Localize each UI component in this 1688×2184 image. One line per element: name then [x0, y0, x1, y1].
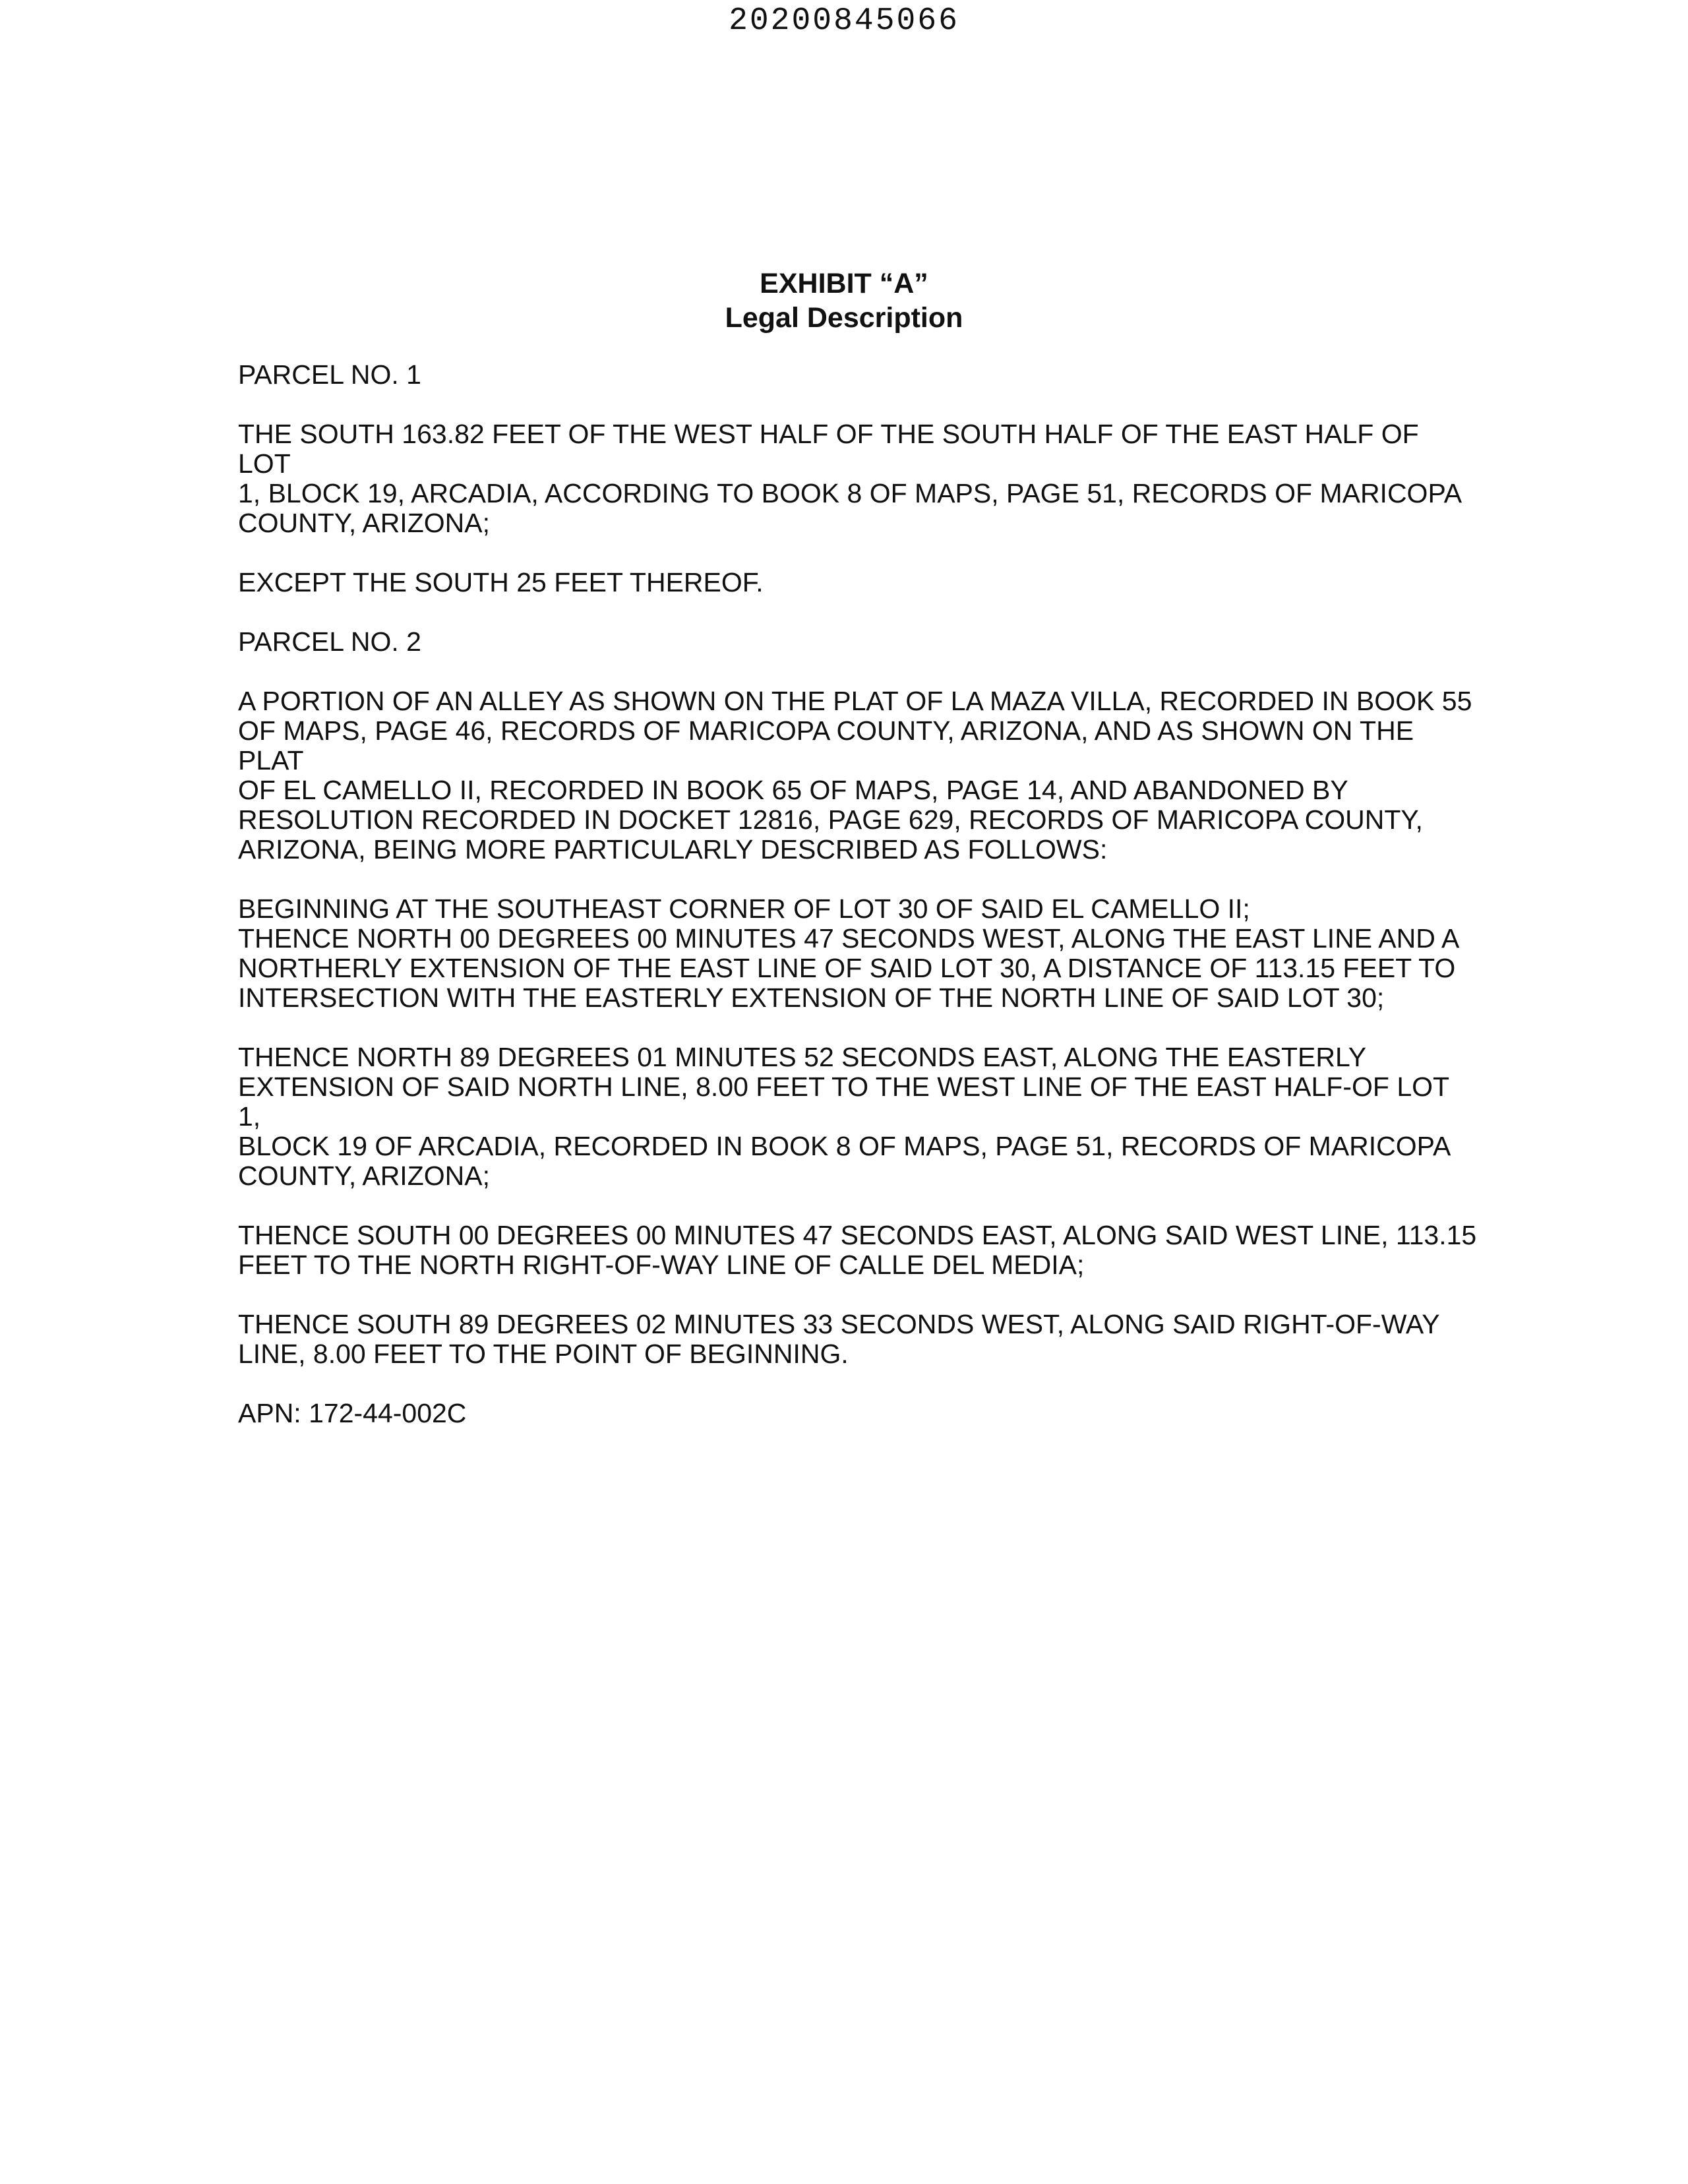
parcel-2-course-3: THENCE SOUTH 00 DEGREES 00 MINUTES 47 SECONDS EAST, ALONG SAID WEST LINE, 113.15 FEET TO THE NORTH RIGHT-OF-WAY LINE OF CALLE DEL MEDIA; [238, 1220, 1477, 1280]
parcel-2-course-4: THENCE SOUTH 89 DEGREES 02 MINUTES 33 SECONDS WEST, ALONG SAID RIGHT-OF-WAY LINE, 8.00 FEET TO THE POINT OF BEGINNING. [238, 1309, 1440, 1369]
parcel-2-heading: PARCEL NO. 2 [238, 626, 421, 657]
exhibit-title: EXHIBIT “A” [760, 268, 928, 299]
parcel-1-description: THE SOUTH 163.82 FEET OF THE WEST HALF OF THE SOUTH HALF OF THE EAST HALF OF LOT 1, BLOCK 19, ARCADIA, ACCORDING TO BOOK 8 OF MAPS, PAGE 51, RECORDS OF MARICOPA COUNTY, ARIZONA; [238, 419, 1462, 538]
recording-number: 20200845066 [729, 3, 959, 39]
legal-description-body [238, 360, 1478, 1458]
parcel-2-description: A PORTION OF AN ALLEY AS SHOWN ON THE PLAT OF LA MAZA VILLA, RECORDED IN BOOK 55 OF MAPS, PAGE 46, RECORDS OF MARICOPA COUNTY, ARIZONA, AND AS SHOWN ON THE PLAT OF EL CAMELLO II, RECORDED IN BOOK 65 OF MAPS, PAGE 14, AND ABANDONED BY RESOLUTION RECORDED IN DOCKET 12816, PAGE 629, RECORDS OF MARICOPA COUNTY, ARIZONA, BEING MORE PARTICULARLY DESCRIBED AS FOLLOWS: [238, 686, 1472, 864]
parcel-2-course-2: THENCE NORTH 89 DEGREES 01 MINUTES 52 SECONDS EAST, ALONG THE EASTERLY EXTENSION OF SAID NORTH LINE, 8.00 FEET TO THE WEST LINE OF THE EAST HALF-OF LOT 1, BLOCK 19 OF ARCADIA, RECORDED IN BOOK 8 OF MAPS, PAGE 51, RECORDS OF MARICOPA COUNTY, ARIZONA; [238, 1042, 1451, 1191]
parcel-1-heading: PARCEL NO. 1 [238, 359, 421, 390]
parcel-2-beginning: BEGINNING AT THE SOUTHEAST CORNER OF LOT 30 OF SAID EL CAMELLO II; [238, 894, 1250, 924]
parcel-2-course-1: THENCE NORTH 00 DEGREES 00 MINUTES 47 SECONDS WEST, ALONG THE EAST LINE AND A NORTHERLY EXTENSION OF THE EAST LINE OF SAID LOT 30, A DISTANCE OF 113.15 FEET TO INTERSECTION WITH THE EASTERLY EXTENSION OF THE NORTH LINE OF SAID LOT 30; [238, 923, 1460, 1013]
exhibit-subtitle: Legal Description [725, 302, 963, 334]
parcel-1-exception: EXCEPT THE SOUTH 25 FEET THEREOF. [238, 567, 764, 597]
exhibit-title-block [0, 266, 1688, 335]
apn-number: APN: 172-44-002C [238, 1398, 467, 1428]
